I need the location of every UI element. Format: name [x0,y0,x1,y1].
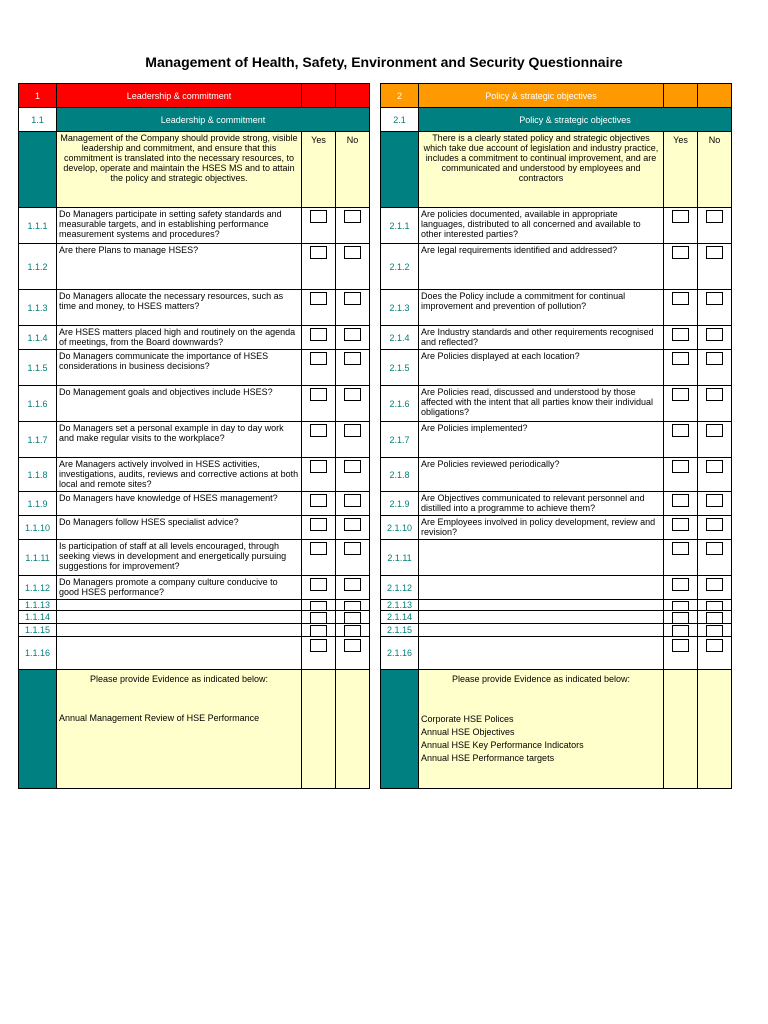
question-text: Are policies documented, available in appropriate languages, distributed to all concerned and available to other interested parties? [418,207,664,244]
no-checkbox[interactable] [344,578,361,591]
no-cell [335,515,370,540]
yes-cell [663,623,698,637]
yes-checkbox[interactable] [672,424,689,437]
yes-cell [663,515,698,540]
intro-marker [380,131,419,208]
question-text: Are Policies implemented? [418,421,664,458]
no-cell [697,610,732,624]
no-cell [335,207,370,244]
question-text: Are Employees involved in policy development, review and revision? [418,515,664,540]
no-cell [335,289,370,326]
question-text: Do Managers follow HSES specialist advice? [56,515,302,540]
section-name: Policy & strategic objectives [418,83,664,108]
question-number: 1.1.11 [18,539,57,576]
evidence-item: Annual HSE Key Performance Indicators [421,740,584,750]
no-cell [335,575,370,600]
evidence-box [418,669,664,789]
question-text [418,539,664,576]
no-cell [335,610,370,624]
no-cell [697,575,732,600]
intro-marker [18,131,57,208]
no-checkbox[interactable] [344,210,361,223]
evidence-heading: Please provide Evidence as indicated below: [89,674,269,684]
no-checkbox[interactable] [706,352,723,365]
yes-checkbox[interactable] [310,352,327,365]
yes-checkbox[interactable] [310,328,327,341]
no-checkbox[interactable] [344,424,361,437]
question-text: Are there Plans to manage HSES? [56,243,302,290]
yes-cell [301,349,336,386]
yes-checkbox[interactable] [310,292,327,305]
no-cell [335,385,370,422]
question-number: 2.1.12 [380,575,419,600]
question-text: Do Managers participate in setting safety standards and measurable targets, and in establishing performance measurement systems and procedures? [56,207,302,244]
section-number: 1 [18,83,57,108]
header-blank-no [697,83,732,108]
yes-cell [301,207,336,244]
sub-name: Leadership & commitment [56,107,370,132]
question-number: 1.1.12 [18,575,57,600]
yes-checkbox[interactable] [672,542,689,555]
question-number: 2.1.15 [380,623,419,637]
no-checkbox[interactable] [344,246,361,259]
question-number: 1.1.16 [18,636,57,670]
question-number: 1.1.9 [18,491,57,516]
question-text: Are Industry standards and other requirements recognised and reflected? [418,325,664,350]
yes-checkbox[interactable] [310,246,327,259]
question-number: 1.1.15 [18,623,57,637]
yes-cell [301,457,336,492]
yes-checkbox[interactable] [672,460,689,473]
no-checkbox[interactable] [706,328,723,341]
yes-cell [301,539,336,576]
no-checkbox[interactable] [344,494,361,507]
question-number: 1.1.4 [18,325,57,350]
intro-text: Management of the Company should provide strong, visible leadership and commitment, and ensure that this commitment is translated into the necessary resources, to develop, operate and maintain the HSES MS and to attain the policy and strategic objectives. [56,131,302,208]
yes-cell [301,610,336,624]
question-number: 2.1.16 [380,636,419,670]
yes-checkbox[interactable] [672,246,689,259]
yes-cell [301,325,336,350]
question-text [418,575,664,600]
question-text: Is participation of staff at all levels encouraged, through seeking views in development and energetically pursuing suggestions for improvement? [56,539,302,576]
evidence-item: Corporate HSE Polices [421,714,514,724]
question-text: Are Policies reviewed periodically? [418,457,664,492]
no-checkbox[interactable] [706,292,723,305]
question-text: Does the Policy include a commitment for continual improvement and prevention of pollution? [418,289,664,326]
no-cell [697,491,732,516]
yes-checkbox[interactable] [672,210,689,223]
question-number: 2.1.3 [380,289,419,326]
no-cell [335,457,370,492]
no-checkbox[interactable] [706,578,723,591]
no-checkbox[interactable] [706,639,723,652]
yes-checkbox[interactable] [310,518,327,531]
question-number: 1.1.6 [18,385,57,422]
question-text [418,636,664,670]
evidence-list [421,713,661,765]
no-cell [697,243,732,290]
yes-checkbox[interactable] [310,210,327,223]
evidence-item: Annual HSE Objectives [421,727,515,737]
no-cell [335,349,370,386]
yes-cell [301,636,336,670]
question-number: 2.1.7 [380,421,419,458]
no-checkbox[interactable] [706,494,723,507]
yes-cell [301,243,336,290]
question-number: 2.1.13 [380,599,419,611]
question-number: 2.1.4 [380,325,419,350]
yes-checkbox[interactable] [310,639,327,652]
question-text [56,610,302,624]
question-number: 2.1.14 [380,610,419,624]
no-cell [697,515,732,540]
yes-cell [663,457,698,492]
section-panel-policy [380,83,750,788]
question-text: Are HSES matters placed high and routinely on the agenda of meetings, from the Board downwards? [56,325,302,350]
yes-checkbox[interactable] [672,494,689,507]
question-number: 2.1.10 [380,515,419,540]
question-text: Are legal requirements identified and addressed? [418,243,664,290]
evidence-list [59,712,299,725]
no-header: No [697,131,732,208]
header-blank-yes [663,83,698,108]
yes-cell [663,421,698,458]
no-cell [335,421,370,458]
yes-header: Yes [301,131,336,208]
yes-cell [663,491,698,516]
yes-cell [663,385,698,422]
yes-cell [663,575,698,600]
no-cell [697,207,732,244]
question-number: 1.1.13 [18,599,57,611]
no-cell [697,289,732,326]
yes-checkbox[interactable] [310,494,327,507]
no-header: No [335,131,370,208]
yes-cell [663,243,698,290]
question-text: Are Policies read, discussed and understood by those affected with the intent that all parties know their individual obligations? [418,385,664,422]
yes-checkbox[interactable] [310,542,327,555]
question-text [418,623,664,637]
no-cell [697,421,732,458]
evidence-yes-cell [301,669,336,789]
no-cell [697,636,732,670]
question-text: Do Managers allocate the necessary resources, such as time and money, to HSES matters? [56,289,302,326]
section-name: Leadership & commitment [56,83,302,108]
yes-cell [301,515,336,540]
no-checkbox[interactable] [706,542,723,555]
header-blank-no [335,83,370,108]
no-cell [697,539,732,576]
evidence-no-cell [335,669,370,789]
question-text: Do Managers set a personal example in day to day work and make regular visits to the workplace? [56,421,302,458]
question-text [56,636,302,670]
no-cell [335,325,370,350]
question-text: Do Managers communicate the importance of HSES considerations in business decisions? [56,349,302,386]
yes-cell [663,289,698,326]
no-checkbox[interactable] [706,388,723,401]
question-number: 1.1.5 [18,349,57,386]
question-number: 1.1.7 [18,421,57,458]
no-cell [697,325,732,350]
evidence-marker [18,669,57,789]
yes-checkbox[interactable] [672,328,689,341]
yes-header: Yes [663,131,698,208]
yes-checkbox[interactable] [310,578,327,591]
no-checkbox[interactable] [344,460,361,473]
no-checkbox[interactable] [344,388,361,401]
question-text: Do Management goals and objectives include HSES? [56,385,302,422]
yes-cell [301,575,336,600]
no-checkbox[interactable] [706,424,723,437]
no-cell [335,491,370,516]
evidence-yes-cell [663,669,698,789]
question-number: 2.1.6 [380,385,419,422]
yes-cell [301,289,336,326]
no-cell [335,539,370,576]
sub-name: Policy & strategic objectives [418,107,732,132]
no-cell [335,636,370,670]
no-checkbox[interactable] [344,518,361,531]
yes-cell [663,610,698,624]
yes-checkbox[interactable] [672,292,689,305]
yes-checkbox[interactable] [672,352,689,365]
yes-cell [301,385,336,422]
question-text: Are Managers actively involved in HSES activities, investigations, audits, reviews and corrective actions at both local and remote sites? [56,457,302,492]
question-text: Are Policies displayed at each location? [418,349,664,386]
section-panel-leadership [18,83,388,788]
evidence-box [56,669,302,789]
intro-text: There is a clearly stated policy and strategic objectives which take due account of legislation and industry practice, includes a commitment to continual improvement, and are communicated and understood by employees and contractors [418,131,664,208]
yes-cell [663,636,698,670]
section-grid [380,83,750,788]
section-number: 2 [380,83,419,108]
no-checkbox[interactable] [706,210,723,223]
section-grid [18,83,388,788]
yes-cell [663,325,698,350]
question-number: 2.1.2 [380,243,419,290]
yes-cell [663,539,698,576]
sub-number: 2.1 [380,107,419,132]
yes-checkbox[interactable] [310,388,327,401]
yes-checkbox[interactable] [672,388,689,401]
question-number: 1.1.10 [18,515,57,540]
question-number: 1.1.1 [18,207,57,244]
question-text: Do Managers have knowledge of HSES management? [56,491,302,516]
question-number: 2.1.1 [380,207,419,244]
sub-number: 1.1 [18,107,57,132]
question-number: 2.1.9 [380,491,419,516]
evidence-no-cell [697,669,732,789]
question-number: 1.1.2 [18,243,57,290]
question-number: 2.1.11 [380,539,419,576]
no-checkbox[interactable] [344,352,361,365]
no-cell [335,243,370,290]
no-checkbox[interactable] [344,542,361,555]
no-checkbox[interactable] [344,639,361,652]
evidence-heading: Please provide Evidence as indicated below: [451,674,631,684]
evidence-item: Annual Management Review of HSE Performance [59,713,260,723]
no-checkbox[interactable] [706,460,723,473]
no-checkbox[interactable] [706,246,723,259]
page-title: Management of Health, Safety, Environment and Security Questionnaire [145,54,623,70]
question-text: Are Objectives communicated to relevant personnel and distilled into a programme to achieve them? [418,491,664,516]
yes-cell [663,207,698,244]
question-number: 1.1.8 [18,457,57,492]
yes-cell [301,623,336,637]
evidence-item: Annual HSE Performance targets [421,753,555,763]
question-text [56,623,302,637]
no-cell [697,349,732,386]
header-blank-yes [301,83,336,108]
question-text: Do Managers promote a company culture conducive to good HSES performance? [56,575,302,600]
no-checkbox[interactable] [706,518,723,531]
no-cell [697,385,732,422]
yes-checkbox[interactable] [672,639,689,652]
no-cell [697,457,732,492]
yes-checkbox[interactable] [672,518,689,531]
question-number: 2.1.5 [380,349,419,386]
no-cell [697,623,732,637]
yes-checkbox[interactable] [310,460,327,473]
yes-checkbox[interactable] [672,578,689,591]
yes-cell [663,349,698,386]
no-checkbox[interactable] [344,328,361,341]
no-cell [335,623,370,637]
question-number: 1.1.14 [18,610,57,624]
no-checkbox[interactable] [344,292,361,305]
question-text [418,610,664,624]
question-number: 2.1.8 [380,457,419,492]
question-number: 1.1.3 [18,289,57,326]
yes-cell [301,421,336,458]
yes-cell [301,491,336,516]
yes-checkbox[interactable] [310,424,327,437]
evidence-marker [380,669,419,789]
